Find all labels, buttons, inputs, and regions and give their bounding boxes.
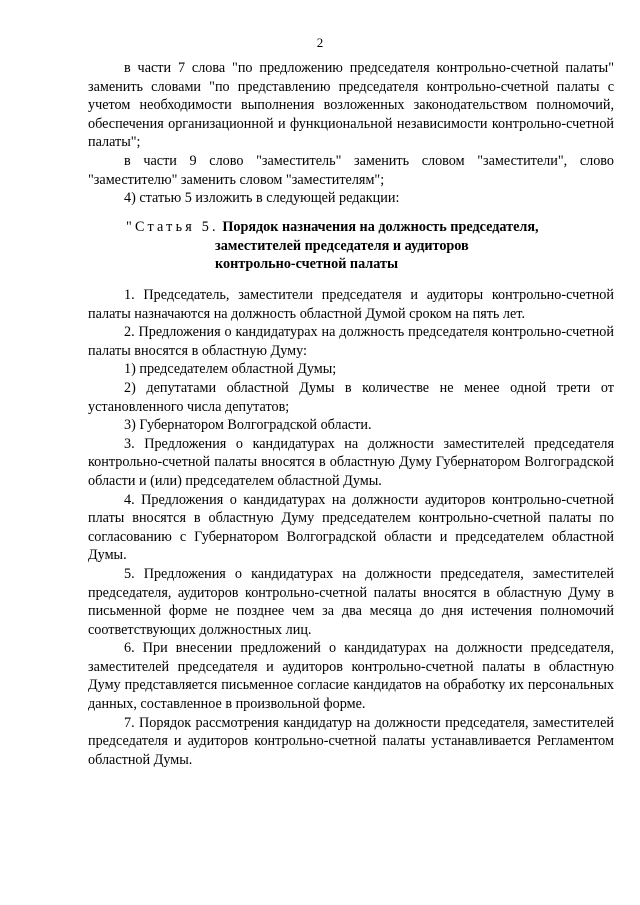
- article-5-title-line-2: заместителей председателя и аудиторов: [215, 237, 469, 254]
- page-number: 2: [316, 35, 324, 50]
- article-5-heading: [126, 218, 596, 274]
- amendments-block: [88, 59, 614, 208]
- article-paragraph-7: 7. Порядок рассмотрения кандидатур на должности председателя, заместителей председателя и аудиторов контрольно-счетной палаты устанавливается Регламентом областной Думы.: [88, 714, 614, 768]
- article-paragraph-2-item-2: 2) депутатами областной Думы в количестве не менее одной трети от установленного числа депутатов;: [88, 379, 614, 415]
- article-paragraph-2-item-1: 1) председателем областной Думы;: [124, 361, 337, 378]
- article-5-title-line-3: контрольно-счетной палаты: [215, 256, 399, 273]
- article-paragraph-3: 3. Предложения о кандидатурах на должности заместителей председателя контрольно-счетной палаты вносятся в областную Думу Губернатором Волгоградской области и (или) председателем областной Думы.: [88, 435, 614, 489]
- article-paragraph-4: 4. Предложения о кандидатурах на должности аудиторов контрольно-счетной платы вносятся в областную Думу председателем контрольно-счетной палаты по согласованию с Губернатором Волгоградской области и председателем областной Думы.: [88, 491, 614, 564]
- amendment-part-9: в части 9 слово "заместитель" заменить словом "заместители", слово "заместителю" заменить словом "заместителям";: [88, 152, 614, 188]
- article-5-body: [88, 286, 614, 769]
- article-5-title-line-1: Порядок назначения на должность председателя,: [222, 219, 539, 235]
- article-paragraph-1: 1. Председатель, заместители председателя и аудиторы контрольно-счетной палаты назначаются на должность областной Думой сроком на пять лет.: [88, 287, 614, 322]
- article-5-lead: "Статья 5.: [126, 219, 219, 235]
- article-paragraph-6: 6. При внесении предложений о кандидатурах на должности председателя, заместителей председателя и аудиторов контрольно-счетной палаты в областную Думу представляется письменное согласие кандидатов на обработку их персональных данных, составленное в произвольной форме.: [88, 640, 614, 713]
- article-paragraph-5: 5. Предложения о кандидатурах на должности председателя, заместителей председателя, аудиторов контрольно-счетной палаты вносятся в областную Думу в письменной форме не позднее чем за два месяца до дня истечения полномочий соответствующих должностных лиц.: [88, 565, 614, 638]
- amendment-article-5-intro: 4) статью 5 изложить в следующей редакции:: [124, 190, 400, 207]
- article-paragraph-2-item-3: 3) Губернатором Волгоградской области.: [124, 417, 372, 434]
- article-paragraph-2: 2. Предложения о кандидатурах на должность председателя контрольно-счетной палаты вносятся в областную Думу:: [88, 324, 614, 359]
- amendment-part-7: в части 7 слова "по предложению председателя контрольно-счетной палаты" заменить словами "по представлению председателя контрольно-счетной палаты с учетом необходимости выполнения возложенных законодательством полномочий, обеспечения организационной и функциональной независимости контрольно-счетной палаты";: [88, 60, 614, 151]
